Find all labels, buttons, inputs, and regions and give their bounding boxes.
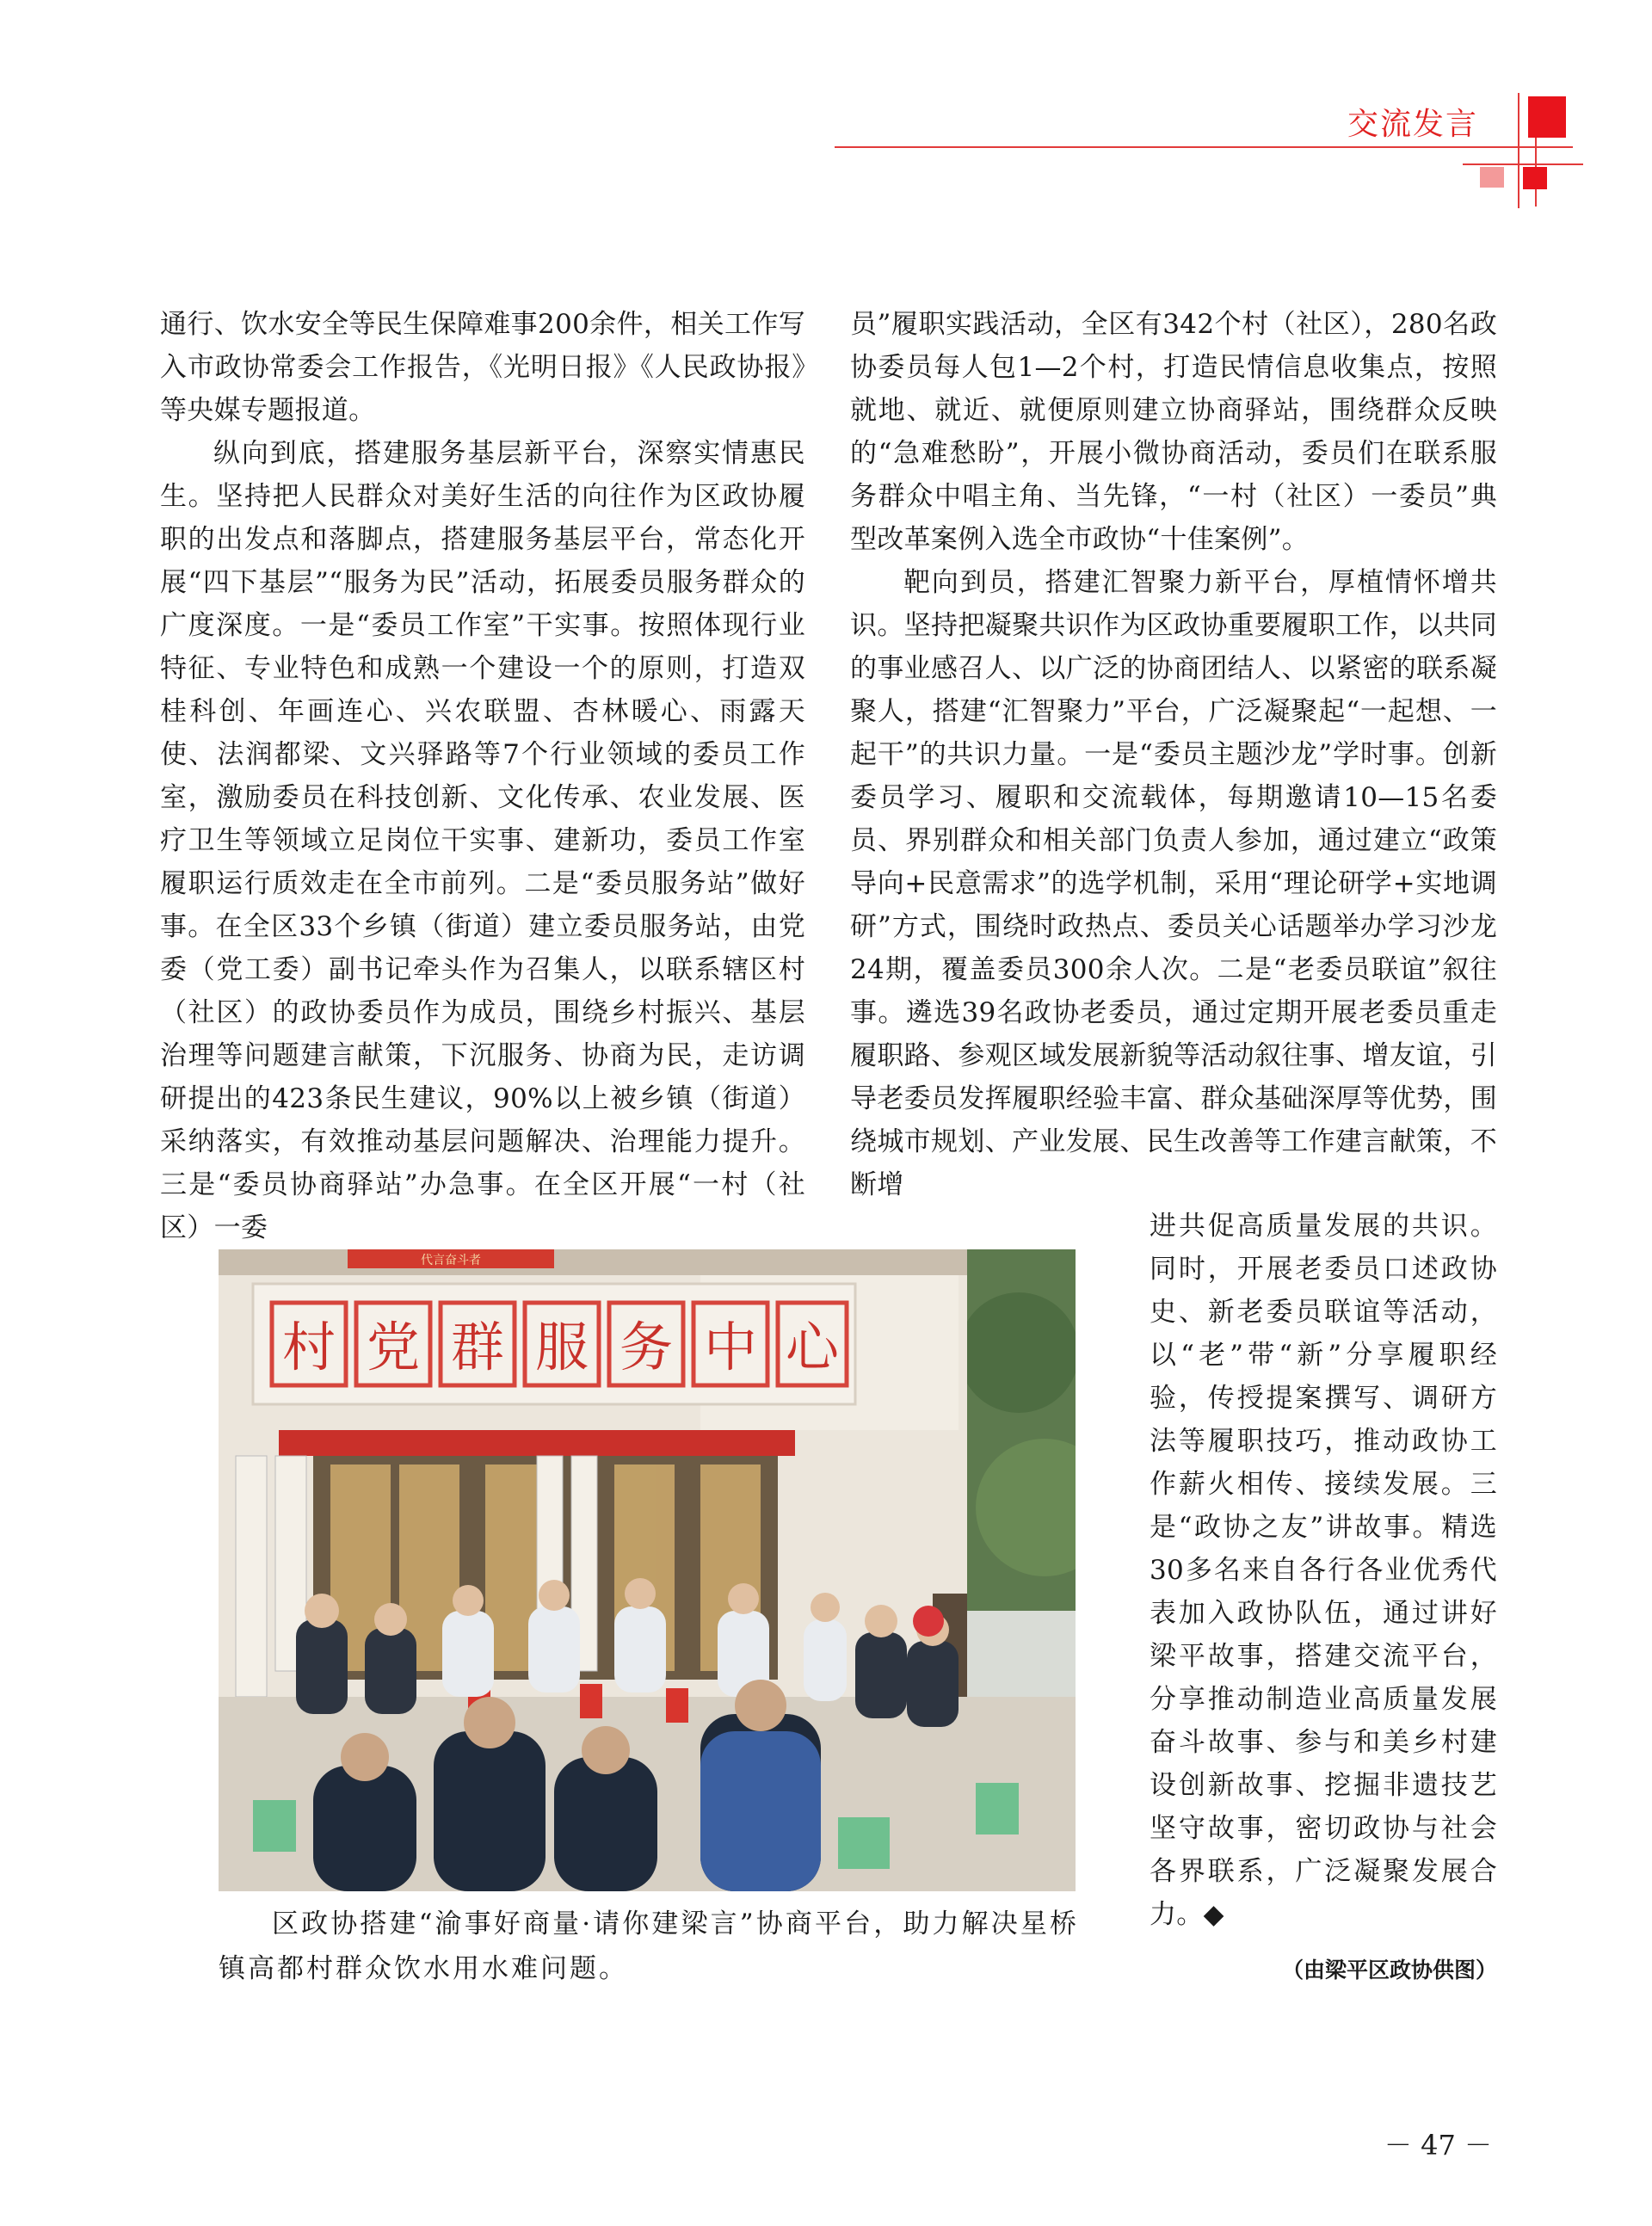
accent-square-medium xyxy=(1523,167,1547,189)
page-number: － 47 － xyxy=(1384,2129,1492,2161)
sign-char: 务 xyxy=(619,1316,674,1378)
paragraph: 进共促高质量发展的共识。同时，开展老委员口述政协史、新老委员联谊等活动，以“老”带“新”分享履职经验，传授提案撰写、调研方法等履职技巧，推动政协工作薪火相传、接续发展。三是“政协之友”讲故事。精选30多名来自各行各业优秀代表加入政协队伍，通过讲好梁平故事，搭建交流平台，分享推动制造业高质量发展奋斗故事、参与和美乡村建设创新故事、挖掘非遗技艺坚守故事，密切政协与社会各界联系，广泛凝聚发展合力。◆ xyxy=(1150,1211,1497,1930)
sign-char: 群 xyxy=(450,1316,505,1378)
photo-caption xyxy=(219,1902,1079,1991)
header-rule-short xyxy=(1463,163,1583,165)
narrow-text-column xyxy=(1150,1205,1497,1936)
header-rule xyxy=(835,146,1573,148)
photo-top-banner: 代言奋斗者 xyxy=(421,1254,481,1267)
section-title: 交流发言 xyxy=(1347,107,1479,142)
event-photo xyxy=(219,1249,1076,1891)
photo-credit: （由梁平区政协供图） xyxy=(1281,1958,1497,1982)
caption-text: 区政协搭建“渝事好商量·请你建梁言”协商平台，助力解决星桥镇高都村群众饮水用水难问题。 xyxy=(219,1908,1079,1984)
paragraph: 员”履职实践活动，全区有342个村（社区），280名政协委员每人包1—2个村，打造民情信息收集点，按照就地、就近、就便原则建立协商驿站，围绕群众反映的“急难愁盼”，开展小微协商活动，委员们在联系服务群众中唱主角、当先锋，“一村（社区）一委员”典型改革案例入选全市政协“十佳案例”。 xyxy=(850,309,1497,555)
sign-char: 党 xyxy=(366,1316,421,1378)
paragraph: 靶向到员，搭建汇智聚力新平台，厚植情怀增共识。坚持把凝聚共识作为区政协重要履职工作，以共同的事业感召人、以广泛的协商团结人、以紧密的联系凝聚人，搭建“汇智聚力”平台，广泛凝聚起“一起想、一起干”的共识力量。一是“委员主题沙龙”学时事。创新委员学习、履职和交流载体，每期邀请10—15名委员、界别群众和相关部门负责人参加，通过建立“政策导向+民意需求”的选学机制，采用“理论研学+实地调研”方式，围绕时政热点、委员关心话题举办学习沙龙24期，覆盖委员300余人次。二是“老委员联谊”叙往事。遴选39名政协老委员，通过定期开展老委员重走履职路、参观区域发展新貌等活动叙往事、增友谊，引导老委员发挥履职经验丰富、群众基础深厚等优势，围绕城市规划、产业发展、民生改善等工作建言献策，不断增 xyxy=(850,567,1497,1200)
sign-char: 中 xyxy=(703,1316,758,1378)
left-text-column xyxy=(160,303,805,1249)
accent-square-small xyxy=(1480,167,1504,188)
header-vline xyxy=(1518,93,1519,208)
sign-char: 服 xyxy=(534,1316,589,1378)
paragraph: 通行、饮水安全等民生保障难事200余件，相关工作写入市政协常委会工作报告，《光明日报》《人民政协报》等央媒专题报道。 xyxy=(160,309,805,426)
sign-char: 村 xyxy=(281,1316,336,1378)
sign-char: 心 xyxy=(785,1316,840,1378)
paragraph: 纵向到底，搭建服务基层新平台，深察实情惠民生。坚持把人民群众对美好生活的向往作为区政协履职的出发点和落脚点，搭建服务基层平台，常态化开展“四下基层”“服务为民”活动，拓展委员服务群众的广度深度。一是“委员工作室”干实事。按照体现行业特征、专业特色和成熟一个建设一个的原则，打造双桂科创、年画连心、兴农联盟、杏林暖心、雨露天使、法润都梁、文兴驿路等7个行业领域的委员工作室，激励委员在科技创新、文化传承、农业发展、医疗卫生等领域立足岗位干实事、建新功，委员工作室履职运行质效走在全市前列。二是“委员服务站”做好事。在全区33个乡镇（街道）建立委员服务站，由党委（党工委）副书记牵头作为召集人，以联系辖区村（社区）的政协委员作为成员，围绕乡村振兴、基层治理等问题建言献策，下沉服务、协商为民，走访调研提出的423条民生建议，90%以上被乡镇（街道）采纳落实，有效推动基层问题解决、治理能力提升。三是“委员协商驿站”办急事。在全区开展“一村（社区）一委 xyxy=(160,438,805,1243)
right-text-column xyxy=(850,303,1497,1206)
accent-square-large xyxy=(1528,96,1566,138)
